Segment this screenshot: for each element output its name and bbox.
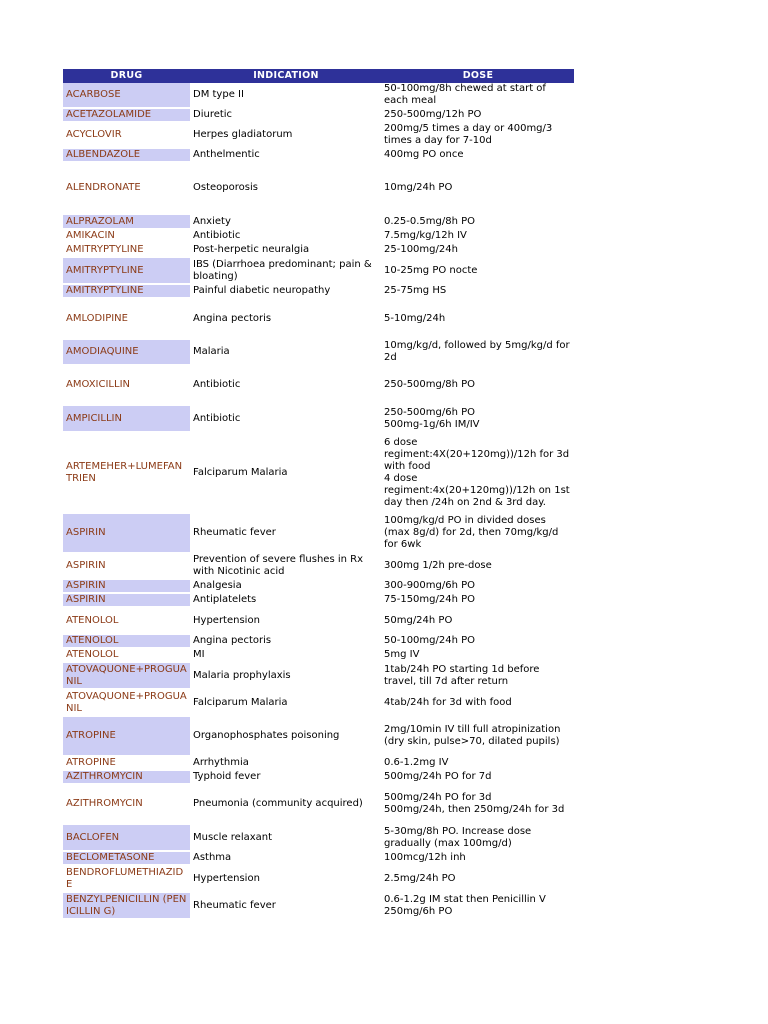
indication-cell: Malaria prophylaxis — [190, 662, 382, 689]
indication-cell: Antibiotic — [190, 365, 382, 405]
drug-cell: BENDROFLUMETHIAZIDE — [63, 865, 190, 892]
table-row — [63, 148, 574, 162]
drug-cell: AMITRYPTYLINE — [63, 243, 190, 257]
table-row — [63, 284, 574, 298]
drug-cell: ATENOLOL — [63, 634, 190, 648]
indication-cell: Analgesia — [190, 579, 382, 593]
drug-cell: ATENOLOL — [63, 648, 190, 662]
dose-cell: 75-150mg/24h PO — [382, 593, 574, 607]
indication-cell: Antibiotic — [190, 229, 382, 243]
table-row — [63, 553, 574, 579]
table-row — [63, 339, 574, 365]
indication-cell: Pneumonia (community acquired) — [190, 784, 382, 824]
dose-cell: 5-30mg/8h PO. Increase dose gradually (max 100mg/d) — [382, 824, 574, 851]
dose-cell: 5-10mg/24h — [382, 298, 574, 339]
table-row — [63, 229, 574, 243]
dose-cell: 10mg/kg/d, followed by 5mg/kg/d for 2d — [382, 339, 574, 365]
table-row — [63, 432, 574, 513]
drug-cell: AMITRYPTYLINE — [63, 257, 190, 284]
table-row — [63, 122, 574, 148]
dose-cell: 6 dose regiment:4X(20+120mg))/12h for 3d with food 4 dose regiment:4x(20+120mg))/12h on 1st day then /24h on 2nd & 3rd day. — [382, 432, 574, 513]
drug-cell: ATOVAQUONE+PROGUANIL — [63, 689, 190, 716]
table-row — [63, 214, 574, 229]
drug-cell: AMODIAQUINE — [63, 339, 190, 365]
drug-cell: ATROPINE — [63, 716, 190, 756]
table-row — [63, 689, 574, 716]
drug-cell: ACYCLOVIR — [63, 122, 190, 148]
dose-cell: 300mg 1/2h pre-dose — [382, 553, 574, 579]
drug-cell: ACETAZOLAMIDE — [63, 108, 190, 122]
dose-cell: 10-25mg PO nocte — [382, 257, 574, 284]
dose-cell: 200mg/5 times a day or 400mg/3 times a day for 7-10d — [382, 122, 574, 148]
drug-cell: ASPIRIN — [63, 553, 190, 579]
dose-cell: 7.5mg/kg/12h IV — [382, 229, 574, 243]
dose-cell: 500mg/24h PO for 7d — [382, 770, 574, 784]
dose-cell: 0.6-1.2g IM stat then Penicillin V 250mg/6h PO — [382, 892, 574, 919]
dose-cell: 5mg IV — [382, 648, 574, 662]
dose-cell: 0.6-1.2mg IV — [382, 756, 574, 770]
indication-cell: Organophosphates poisoning — [190, 716, 382, 756]
drug-cell: AMOXICILLIN — [63, 365, 190, 405]
indication-cell: Asthma — [190, 851, 382, 865]
drug-cell: ARTEMEHER+LUMEFANTRIEN — [63, 432, 190, 513]
indication-cell: Anthelmentic — [190, 148, 382, 162]
table-row — [63, 405, 574, 432]
table-row — [63, 662, 574, 689]
drug-cell: AZITHROMYCIN — [63, 770, 190, 784]
table-row — [63, 579, 574, 593]
indication-cell: Rheumatic fever — [190, 892, 382, 919]
indication-cell: Typhoid fever — [190, 770, 382, 784]
drug-cell: AZITHROMYCIN — [63, 784, 190, 824]
table-row — [63, 257, 574, 284]
drug-cell: ASPIRIN — [63, 513, 190, 553]
dose-cell: 50mg/24h PO — [382, 607, 574, 634]
indication-cell: Angina pectoris — [190, 298, 382, 339]
drug-cell: BENZYLPENICILLIN (PENICILLIN G) — [63, 892, 190, 919]
table-row — [63, 365, 574, 405]
dose-cell: 25-100mg/24h — [382, 243, 574, 257]
dose-cell: 500mg/24h PO for 3d 500mg/24h, then 250mg/24h for 3d — [382, 784, 574, 824]
header-indication: INDICATION — [190, 69, 382, 83]
indication-cell: Anxiety — [190, 214, 382, 229]
indication-cell: Muscle relaxant — [190, 824, 382, 851]
indication-cell: Antibiotic — [190, 405, 382, 432]
drug-cell: ASPIRIN — [63, 579, 190, 593]
dose-cell: 250-500mg/6h PO 500mg-1g/6h IM/IV — [382, 405, 574, 432]
dose-cell: 50-100mg/24h PO — [382, 634, 574, 648]
drug-cell: ALBENDAZOLE — [63, 148, 190, 162]
dose-cell: 2.5mg/24h PO — [382, 865, 574, 892]
drug-cell: ALENDRONATE — [63, 162, 190, 214]
table-row — [63, 243, 574, 257]
dose-cell: 10mg/24h PO — [382, 162, 574, 214]
indication-cell: Hypertension — [190, 865, 382, 892]
drug-cell: AMLODIPINE — [63, 298, 190, 339]
table-body — [63, 83, 574, 919]
indication-cell: Diuretic — [190, 108, 382, 122]
table-row — [63, 784, 574, 824]
dose-cell: 4tab/24h for 3d with food — [382, 689, 574, 716]
indication-cell: MI — [190, 648, 382, 662]
dose-cell: 300-900mg/6h PO — [382, 579, 574, 593]
drug-cell: AMIKACIN — [63, 229, 190, 243]
drug-cell: ATENOLOL — [63, 607, 190, 634]
drug-cell: BECLOMETASONE — [63, 851, 190, 865]
table-row — [63, 851, 574, 865]
drug-table — [63, 69, 574, 920]
indication-cell: Prevention of severe flushes in Rx with Nicotinic acid — [190, 553, 382, 579]
table-row — [63, 593, 574, 607]
indication-cell: Falciparum Malaria — [190, 689, 382, 716]
table-row — [63, 607, 574, 634]
indication-cell: Rheumatic fever — [190, 513, 382, 553]
indication-cell: Herpes gladiatorum — [190, 122, 382, 148]
table-row — [63, 83, 574, 108]
dose-cell: 25-75mg HS — [382, 284, 574, 298]
indication-cell: DM type II — [190, 83, 382, 108]
indication-cell: IBS (Diarrhoea predominant; pain & bloating) — [190, 257, 382, 284]
indication-cell: Malaria — [190, 339, 382, 365]
table-row — [63, 513, 574, 553]
indication-cell: Arrhythmia — [190, 756, 382, 770]
drug-cell: BACLOFEN — [63, 824, 190, 851]
table-row — [63, 298, 574, 339]
indication-cell: Post-herpetic neuralgia — [190, 243, 382, 257]
drug-cell: ATROPINE — [63, 756, 190, 770]
indication-cell: Hypertension — [190, 607, 382, 634]
drug-cell: AMITRYPTYLINE — [63, 284, 190, 298]
drug-cell: AMPICILLIN — [63, 405, 190, 432]
dose-cell: 250-500mg/12h PO — [382, 108, 574, 122]
dose-cell: 100mcg/12h inh — [382, 851, 574, 865]
drug-cell: ACARBOSE — [63, 83, 190, 108]
header-dose: DOSE — [382, 69, 574, 83]
table-row — [63, 865, 574, 892]
table-row — [63, 648, 574, 662]
table-row — [63, 756, 574, 770]
indication-cell: Painful diabetic neuropathy — [190, 284, 382, 298]
table-row — [63, 892, 574, 919]
indication-cell: Osteoporosis — [190, 162, 382, 214]
table-row — [63, 770, 574, 784]
drug-cell: ALPRAZOLAM — [63, 214, 190, 229]
dose-cell: 0.25-0.5mg/8h PO — [382, 214, 574, 229]
indication-cell: Antiplatelets — [190, 593, 382, 607]
dose-cell: 400mg PO once — [382, 148, 574, 162]
table-row — [63, 634, 574, 648]
table-header-row — [63, 69, 574, 83]
table-row — [63, 108, 574, 122]
table-row — [63, 716, 574, 756]
dose-cell: 1tab/24h PO starting 1d before travel, till 7d after return — [382, 662, 574, 689]
dose-cell: 250-500mg/8h PO — [382, 365, 574, 405]
table-row — [63, 824, 574, 851]
drug-cell: ASPIRIN — [63, 593, 190, 607]
drug-cell: ATOVAQUONE+PROGUANIL — [63, 662, 190, 689]
dose-cell: 100mg/kg/d PO in divided doses (max 8g/d) for 2d, then 70mg/kg/d for 6wk — [382, 513, 574, 553]
header-drug: DRUG — [63, 69, 190, 83]
dose-cell: 50-100mg/8h chewed at start of each meal — [382, 83, 574, 108]
indication-cell: Falciparum Malaria — [190, 432, 382, 513]
dose-cell: 2mg/10min IV till full atropinization (dry skin, pulse>70, dilated pupils) — [382, 716, 574, 756]
indication-cell: Angina pectoris — [190, 634, 382, 648]
table-row — [63, 162, 574, 214]
